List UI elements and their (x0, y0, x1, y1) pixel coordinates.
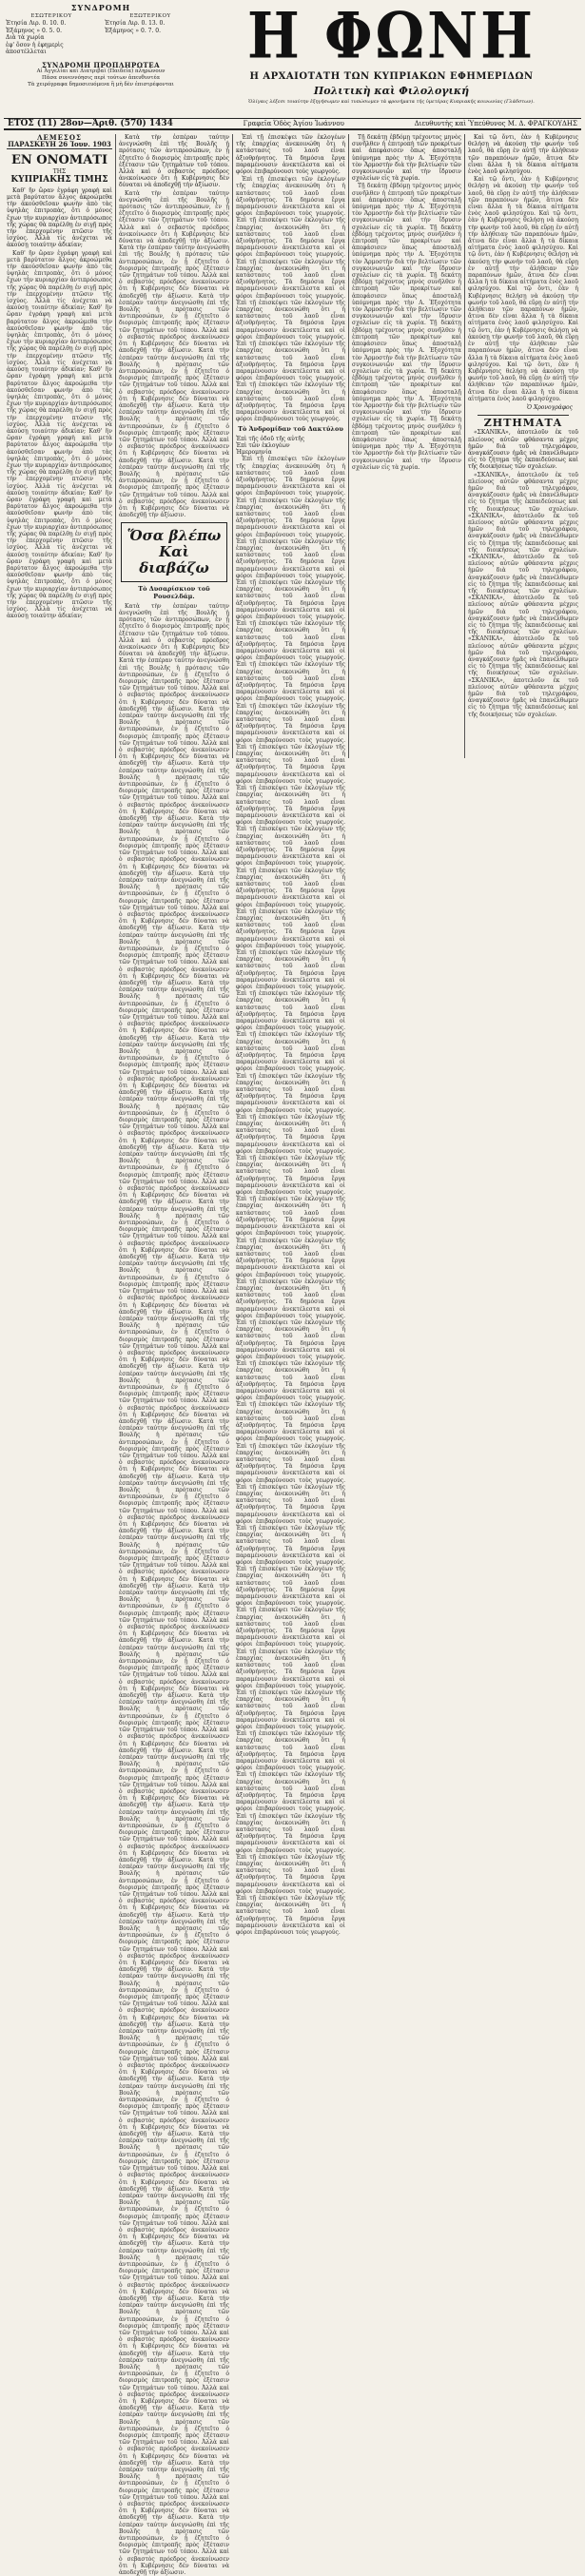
editor-name: Διευθυντὴς καὶ Ὑπεύθυνος Μ. Δ. ΦΡΑΓΚΟΥΔΗΣ (414, 120, 577, 127)
ads-line: Τὰ χειρόγραφα δημοσιευόμενα ἢ μὴ δὲν ἐπιστρέφονται (28, 82, 174, 88)
column-divider-rule (478, 415, 569, 416)
inland-note: ἐφ' ὅσον ἡ ἐφημερὶς (6, 41, 64, 49)
issue-info-bar (4, 118, 581, 130)
column-4-text: Τῇ δεκάτῃ ἑβδόμῃ τρέχοντος μηνὸς συνῆλθεν ἡ ἐπιτροπὴ τῶν προκρίτων καὶ ἀπεφάσισεν ὅπως ἀποσταλῇ ὑπόμνημα πρὸς τὴν Α. Ἐξοχότητα τὸν Ἀρμοστὴν διὰ τὴν βελτίωσιν τῶν συγκοινωνιῶν καὶ τὴν ἵδρυσιν σχολείων εἰς τὰ χωρία. (352, 134, 461, 183)
newspaper-page (4, 0, 581, 2576)
column-2-continuation: Κατὰ τὴν ἐσπέραν ταύτην ἀνεγνώσθη ἐπὶ τῆς Βουλῆς ἡ πρότασις τῶν ἀντιπροσώπων, ἐν ᾗ ἐζητεῖτο ὁ διορισμὸς ἐπιτροπῆς πρὸς ἐξέτασιν τῶν ζητημάτων τοῦ τόπου. Ἀλλὰ καὶ ὁ σεβαστὸς πρόεδρος ἀνεκοίνωσεν ὅτι ἡ Κυβέρνησις δὲν δύναται νὰ ἀποδεχθῇ τὴν ἀξίωσιν. Κατὰ τὴν ἐσπέραν ταύτην ἀνεγνώσθη ἐπὶ τῆς Βουλῆς ἡ πρότασις τῶν ἀντιπροσώπων, ἐν ᾗ ἐζητεῖτο ὁ διορισμὸς ἐπιτροπῆς πρὸς ἐξέτασιν τῶν ζητημάτων τοῦ τόπου. Ἀλλὰ καὶ ὁ σεβαστὸς πρόεδρος ἀνεκοίνωσεν ὅτι ἡ Κυβέρνησις δὲν δύναται νὰ ἀποδεχθῇ τὴν ἀξίωσιν. Κατὰ τὴν ἐσπέραν ταύτην ἀνεγνώσθη ἐπὶ τῆς Βουλῆς ἡ πρότασις τῶν ἀντιπροσώπων, ἐν ᾗ ἐζητεῖτο ὁ διορισμὸς ἐπιτροπῆς πρὸς ἐξέτασιν τῶν ζητημάτων τοῦ τόπου. Ἀλλὰ καὶ ὁ σεβαστὸς πρόεδρος ἀνεκοίνωσεν ὅτι ἡ Κυβέρνησις δὲν δύναται νὰ ἀποδεχθῇ τὴν ἀξίωσιν. Κατὰ τὴν ἐσπέραν ταύτην ἀνεγνώσθη ἐπὶ τῆς Βουλῆς ἡ πρότασις τῶν ἀντιπροσώπων, ἐν ᾗ ἐζητεῖτο ὁ διορισμὸς ἐπιτροπῆς πρὸς ἐξέτασιν τῶν ζητημάτων τοῦ τόπου. Ἀλλὰ καὶ ὁ σεβαστὸς πρόεδρος ἀνεκοίνωσεν ὅτι ἡ Κυβέρνησις δὲν δύναται νὰ ἀποδεχθῇ τὴν ἀξίωσιν. Κατὰ τὴν ἐσπέραν ταύτην ἀνεγνώσθη ἐπὶ τῆς Βουλῆς ἡ πρότασις τῶν ἀντιπροσώπων, ἐν ᾗ ἐζητεῖτο ὁ διορισμὸς ἐπιτροπῆς πρὸς ἐξέτασιν τῶν ζητημάτων τοῦ τόπου. Ἀλλὰ καὶ ὁ σεβαστὸς πρόεδρος ἀνεκοίνωσεν ὅτι ἡ Κυβέρνησις δὲν δύναται νὰ ἀποδεχθῇ τὴν ἀξίωσιν. Κατὰ τὴν ἐσπέραν ταύτην ἀνεγνώσθη ἐπὶ τῆς Βουλῆς ἡ πρότασις τῶν ἀντιπροσώπων, ἐν ᾗ ἐζητεῖτο ὁ διορισμὸς ἐπιτροπῆς πρὸς ἐξέτασιν τῶν ζητημάτων τοῦ τόπου. Ἀλλὰ καὶ ὁ σεβαστὸς πρόεδρος ἀνεκοίνωσεν ὅτι ἡ Κυβέρνησις δὲν δύναται νὰ ἀποδεχθῇ τὴν ἀξίωσιν. (119, 189, 229, 519)
subtitle: Πολιτικὴ καὶ Φιλολογική (313, 85, 470, 97)
column-2-section-heading: Τὸ Δυσαρίσκιον τοῦ Ρουσελδάμ. (138, 585, 210, 600)
inland-note: Διὰ τὰ χωρία (6, 34, 45, 41)
column-3-section-heading: Τὸ Ἀνδρομίδαν τοῦ Δακτύλου (238, 424, 343, 433)
dateline-city: ΛΕΜΕΣΟΣ (37, 133, 82, 142)
tagline: Η ΑΡΧΑΙΟΤΑΤΗ ΤΩΝ ΚΥΠΡΙΑΚΩΝ ΕΦΗΜΕΡΙΔΩΝ (249, 71, 534, 82)
office-address: Γραφεῖα Ὁδὸς Ἁγίου Ἰωάννου (243, 120, 344, 127)
column-3-list-item: Ἐπὶ τῆς ὁδοῦ τῆς αὐτῆς (236, 435, 305, 442)
boxed-heading-line-2: Καὶ διαβάζω (139, 543, 209, 577)
issue-number: ΕΤΟΣ (11) 28ον—Ἀριθ. (570) 1434 (8, 119, 173, 128)
inland-heading: ΕΣΩΤΕΡΙΚΟΥ (30, 12, 72, 19)
masthead (4, 0, 581, 128)
column-5-continuation-2: «ΣΚΑΝΙΚΑ», ἀποτελοῦν ἐκ τοῦ πλείονος αὐτῶν φθάσαντα μέχρις ἡμῶν διὰ τοῦ τηλεγράφου, ἀναγκάζουσιν ἡμᾶς νὰ ἐπανέλθωμεν εἰς τὸ ζήτημα τῆς ἐκπαιδεύσεως καὶ τῆς διοικήσεως τῶν σχολείων. «ΣΚΑΝΙΚΑ», ἀποτελοῦν ἐκ τοῦ πλείονος αὐτῶν φθάσαντα μέχρις ἡμῶν διὰ τοῦ τηλεγράφου, ἀναγκάζουσιν ἡμᾶς νὰ ἐπανέλθωμεν εἰς τὸ ζήτημα τῆς ἐκπαιδεύσεως καὶ τῆς διοικήσεως τῶν σχολείων. «ΣΚΑΝΙΚΑ», ἀποτελοῦν ἐκ τοῦ πλείονος αὐτῶν φθάσαντα μέχρις ἡμῶν διὰ τοῦ τηλεγράφου, ἀναγκάζουσιν ἡμᾶς νὰ ἐπανέλθωμεν εἰς τὸ ζήτημα τῆς ἐκπαιδεύσεως καὶ τῆς διοικήσεως τῶν σχολείων. «ΣΚΑΝΙΚΑ», ἀποτελοῦν ἐκ τοῦ πλείονος αὐτῶν φθάσαντα μέχρις ἡμῶν διὰ τοῦ τηλεγράφου, ἀναγκάζουσιν ἡμᾶς νὰ ἐπανέλθωμεν εἰς τὸ ζήτημα τῆς ἐκπαιδεύσεως καὶ τῆς διοικήσεως τῶν σχολείων. «ΣΚΑΝΙΚΑ», ἀποτελοῦν ἐκ τοῦ πλείονος αὐτῶν φθάσαντα μέχρις ἡμῶν διὰ τοῦ τηλεγράφου, ἀναγκάζουσιν ἡμᾶς νὰ ἐπανέλθωμεν εἰς τὸ ζήτημα τῆς ἐκπαιδεύσεως καὶ τῆς διοικήσεως τῶν σχολείων. «ΣΚΑΝΙΚΑ», ἀποτελοῦν ἐκ τοῦ πλείονος αὐτῶν φθάσαντα μέχρις ἡμῶν διὰ τοῦ τηλεγράφου, ἀναγκάζουσιν ἡμᾶς νὰ ἐπανέλθωμεν εἰς τὸ ζήτημα τῆς ἐκπαιδεύσεως καὶ τῆς διοικήσεως τῶν σχολείων. (468, 471, 578, 718)
column-3-list-item: Ἡμερομηνία (236, 449, 272, 457)
column-3-section-text: Ἐπὶ τῇ ἐπισκέψει τῶν ἐκλογέων τῆς ἐπαρχίας ἀνεκοινώθη ὅτι ἡ κατάστασις τοῦ λαοῦ εἶναι ἀξιοθρήνητος. Τὰ δημόσια ἔργα παραμένουσιν ἀνεκτέλεστα καὶ οἱ φόροι ἐπιβαρύνουσι τοὺς γεωργούς. Ἐπὶ τῇ ἐπισκέψει τῶν ἐκλογέων τῆς ἐπαρχίας ἀνεκοινώθη ὅτι ἡ κατάστασις τοῦ λαοῦ εἶναι ἀξιοθρήνητος. Τὰ δημόσια ἔργα παραμένουσιν ἀνεκτέλεστα καὶ οἱ φόροι ἐπιβαρύνουσι τοὺς γεωργούς. Ἐπὶ τῇ ἐπισκέψει τῶν ἐκλογέων τῆς ἐπαρχίας ἀνεκοινώθη ὅτι ἡ κατάστασις τοῦ λαοῦ εἶναι ἀξιοθρήνητος. Τὰ δημόσια ἔργα παραμένουσιν ἀνεκτέλεστα καὶ οἱ φόροι ἐπιβαρύνουσι τοὺς γεωργούς. Ἐπὶ τῇ ἐπισκέψει τῶν ἐκλογέων τῆς ἐπαρχίας ἀνεκοινώθη ὅτι ἡ κατάστασις τοῦ λαοῦ εἶναι ἀξιοθρήνητος. Τὰ δημόσια ἔργα παραμένουσιν ἀνεκτέλεστα καὶ οἱ φόροι ἐπιβαρύνουσι τοὺς γεωργούς. Ἐπὶ τῇ ἐπισκέψει τῶν ἐκλογέων τῆς ἐπαρχίας ἀνεκοινώθη ὅτι ἡ κατάστασις τοῦ λαοῦ εἶναι ἀξιοθρήνητος. Τὰ δημόσια ἔργα παραμένουσιν ἀνεκτέλεστα καὶ οἱ φόροι ἐπιβαρύνουσι τοὺς γεωργούς. Ἐπὶ τῇ ἐπισκέψει τῶν ἐκλογέων τῆς ἐπαρχίας ἀνεκοινώθη ὅτι ἡ κατάστασις τοῦ λαοῦ εἶναι ἀξιοθρήνητος. Τὰ δημόσια ἔργα παραμένουσιν ἀνεκτέλεστα καὶ οἱ φόροι ἐπιβαρύνουσι τοὺς γεωργούς. Ἐπὶ τῇ ἐπισκέψει τῶν ἐκλογέων τῆς ἐπαρχίας ἀνεκοινώθη ὅτι ἡ κατάστασις τοῦ λαοῦ εἶναι ἀξιοθρήνητος. Τὰ δημόσια ἔργα παραμένουσιν ἀνεκτέλεστα καὶ οἱ φόροι ἐπιβαρύνουσι τοὺς γεωργούς. Ἐπὶ τῇ ἐπισκέψει τῶν ἐκλογέων τῆς ἐπαρχίας ἀνεκοινώθη ὅτι ἡ κατάστασις τοῦ λαοῦ εἶναι ἀξιοθρήνητος. Τὰ δημόσια ἔργα παραμένουσιν ἀνεκτέλεστα καὶ οἱ φόροι ἐπιβαρύνουσι τοὺς γεωργούς. Ἐπὶ τῇ ἐπισκέψει τῶν ἐκλογέων τῆς ἐπαρχίας ἀνεκοινώθη ὅτι ἡ κατάστασις τοῦ λαοῦ εἶναι ἀξιοθρήνητος. Τὰ δημόσια ἔργα παραμένουσιν ἀνεκτέλεστα καὶ οἱ φόροι ἐπιβαρύνουσι τοὺς γεωργούς. Ἐπὶ τῇ ἐπισκέψει τῶν ἐκλογέων τῆς ἐπαρχίας ἀνεκοινώθη ὅτι ἡ κατάστασις τοῦ λαοῦ εἶναι ἀξιοθρήνητος. Τὰ δημόσια ἔργα παραμένουσιν ἀνεκτέλεστα καὶ οἱ φόροι ἐπιβαρύνουσι τοὺς γεωργούς. Ἐπὶ τῇ ἐπισκέψει τῶν ἐκλογέων τῆς ἐπαρχίας ἀνεκοινώθη ὅτι ἡ κατάστασις τοῦ λαοῦ εἶναι ἀξιοθρήνητος. Τὰ δημόσια ἔργα παραμένουσιν ἀνεκτέλεστα καὶ οἱ φόροι ἐπιβαρύνουσι τοὺς γεωργούς. Ἐπὶ τῇ ἐπισκέψει τῶν ἐκλογέων τῆς ἐπαρχίας ἀνεκοινώθη ὅτι ἡ κατάστασις τοῦ λαοῦ εἶναι ἀξιοθρήνητος. Τὰ δημόσια ἔργα παραμένουσιν ἀνεκτέλεστα καὶ οἱ φόροι ἐπιβαρύνουσι τοὺς γεωργούς. Ἐπὶ τῇ ἐπισκέψει τῶν ἐκλογέων τῆς ἐπαρχίας ἀνεκοινώθη ὅτι ἡ κατάστασις τοῦ λαοῦ εἶναι ἀξιοθρήνητος. Τὰ δημόσια ἔργα παραμένουσιν ἀνεκτέλεστα καὶ οἱ φόροι ἐπιβαρύνουσι τοὺς γεωργούς. Ἐπὶ τῇ ἐπισκέψει τῶν ἐκλογέων τῆς ἐπαρχίας ἀνεκοινώθη ὅτι ἡ κατάστασις τοῦ λαοῦ εἶναι ἀξιοθρήνητος. Τὰ δημόσια ἔργα παραμένουσιν ἀνεκτέλεστα καὶ οἱ φόροι ἐπιβαρύνουσι τοὺς γεωργούς. Ἐπὶ τῇ ἐπισκέψει τῶν ἐκλογέων τῆς ἐπαρχίας ἀνεκοινώθη ὅτι ἡ κατάστασις τοῦ λαοῦ εἶναι ἀξιοθρήνητος. Τὰ δημόσια ἔργα παραμένουσιν ἀνεκτέλεστα καὶ οἱ φόροι ἐπιβαρύνουσι τοὺς γεωργούς. Ἐπὶ τῇ ἐπισκέψει τῶν ἐκλογέων τῆς ἐπαρχίας ἀνεκοινώθη ὅτι ἡ κατάστασις τοῦ λαοῦ εἶναι ἀξιοθρήνητος. Τὰ δημόσια ἔργα παραμένουσιν ἀνεκτέλεστα καὶ οἱ φόροι ἐπιβαρύνουσι τοὺς γεωργούς. Ἐπὶ τῇ ἐπισκέψει τῶν ἐκλογέων τῆς ἐπαρχίας ἀνεκοινώθη ὅτι ἡ κατάστασις τοῦ λαοῦ εἶναι ἀξιοθρήνητος. Τὰ δημόσια ἔργα παραμένουσιν ἀνεκτέλεστα καὶ οἱ φόροι ἐπιβαρύνουσι τοὺς γεωργούς. Ἐπὶ τῇ ἐπισκέψει τῶν ἐκλογέων τῆς ἐπαρχίας ἀνεκοινώθη ὅτι ἡ κατάστασις τοῦ λαοῦ εἶναι ἀξιοθρήνητος. Τὰ δημόσια ἔργα παραμένουσιν ἀνεκτέλεστα καὶ οἱ φόροι ἐπιβαρύνουσι τοὺς γεωργούς. Ἐπὶ τῇ ἐπισκέψει τῶν ἐκλογέων τῆς ἐπαρχίας ἀνεκοινώθη ὅτι ἡ κατάστασις τοῦ λαοῦ εἶναι ἀξιοθρήνητος. Τὰ δημόσια ἔργα παραμένουσιν ἀνεκτέλεστα καὶ οἱ φόροι ἐπιβαρύνουσι τοὺς γεωργούς. Ἐπὶ τῇ ἐπισκέψει τῶν ἐκλογέων τῆς ἐπαρχίας ἀνεκοινώθη ὅτι ἡ κατάστασις τοῦ λαοῦ εἶναι ἀξιοθρήνητος. Τὰ δημόσια ἔργα παραμένουσιν ἀνεκτέλεστα καὶ οἱ φόροι ἐπιβαρύνουσι τοὺς γεωργούς. Ἐπὶ τῇ ἐπισκέψει τῶν ἐκλογέων τῆς ἐπαρχίας ἀνεκοινώθη ὅτι ἡ κατάστασις τοῦ λαοῦ εἶναι ἀξιοθρήνητος. Τὰ δημόσια ἔργα παραμένουσιν ἀνεκτέλεστα καὶ οἱ φόροι ἐπιβαρύνουσι τοὺς γεωργούς. Ἐπὶ τῇ ἐπισκέψει τῶν ἐκλογέων τῆς ἐπαρχίας ἀνεκοινώθη ὅτι ἡ κατάστασις τοῦ λαοῦ εἶναι ἀξιοθρήνητος. Τὰ δημόσια ἔργα παραμένουσιν ἀνεκτέλεστα καὶ οἱ φόροι ἐπιβαρύνουσι τοὺς γεωργούς. Ἐπὶ τῇ ἐπισκέψει τῶν ἐκλογέων τῆς ἐπαρχίας ἀνεκοινώθη ὅτι ἡ κατάστασις τοῦ λαοῦ εἶναι ἀξιοθρήνητος. Τὰ δημόσια ἔργα παραμένουσιν ἀνεκτέλεστα καὶ οἱ φόροι ἐπιβαρύνουσι τοὺς γεωργούς. Ἐπὶ τῇ ἐπισκέψει τῶν ἐκλογέων τῆς ἐπαρχίας ἀνεκοινώθη ὅτι ἡ κατάστασις τοῦ λαοῦ εἶναι ἀξιοθρήνητος. Τὰ δημόσια ἔργα παραμένουσιν ἀνεκτέλεστα καὶ οἱ φόροι ἐπιβαρύνουσι τοὺς γεωργούς. Ἐπὶ τῇ ἐπισκέψει τῶν ἐκλογέων τῆς ἐπαρχίας ἀνεκοινώθη ὅτι ἡ κατάστασις τοῦ λαοῦ εἶναι ἀξιοθρήνητος. Τὰ δημόσια ἔργα παραμένουσιν ἀνεκτέλεστα καὶ οἱ φόροι ἐπιβαρύνουσι τοὺς γεωργούς. Ἐπὶ τῇ ἐπισκέψει τῶν ἐκλογέων τῆς ἐπαρχίας ἀνεκοινώθη ὅτι ἡ κατάστασις τοῦ λαοῦ εἶναι ἀξιοθρήνητος. Τὰ δημόσια ἔργα παραμένουσιν ἀνεκτέλεστα καὶ οἱ φόροι ἐπιβαρύνουσι τοὺς γεωργούς. Ἐπὶ τῇ ἐπισκέψει τῶν ἐκλογέων τῆς ἐπαρχίας ἀνεκοινώθη ὅτι ἡ κατάστασις τοῦ λαοῦ εἶναι ἀξιοθρήνητος. Τὰ δημόσια ἔργα παραμένουσιν ἀνεκτέλεστα καὶ οἱ φόροι ἐπιβαρύνουσι τοὺς γεωργούς. Ἐπὶ τῇ ἐπισκέψει τῶν ἐκλογέων τῆς ἐπαρχίας ἀνεκοινώθη ὅτι ἡ κατάστασις τοῦ λαοῦ εἶναι ἀξιοθρήνητος. Τὰ δημόσια ἔργα παραμένουσιν ἀνεκτέλεστα καὶ οἱ φόροι ἐπιβαρύνουσι τοὺς γεωργούς. Ἐπὶ τῇ ἐπισκέψει τῶν ἐκλογέων τῆς ἐπαρχίας ἀνεκοινώθη ὅτι ἡ κατάστασις τοῦ λαοῦ εἶναι ἀξιοθρήνητος. Τὰ δημόσια ἔργα παραμένουσιν ἀνεκτέλεστα καὶ οἱ φόροι ἐπιβαρύνουσι τοὺς γεωργούς. Ἐπὶ τῇ ἐπισκέψει τῶν ἐκλογέων τῆς ἐπαρχίας ἀνεκοινώθη ὅτι ἡ κατάστασις τοῦ λαοῦ εἶναι ἀξιοθρήνητος. Τὰ δημόσια ἔργα παραμένουσιν ἀνεκτέλεστα καὶ οἱ φόροι ἐπιβαρύνουσι τοὺς γεωργούς. Ἐπὶ τῇ ἐπισκέψει τῶν ἐκλογέων τῆς ἐπαρχίας ἀνεκοινώθη ὅτι ἡ κατάστασις τοῦ λαοῦ εἶναι ἀξιοθρήνητος. Τὰ δημόσια ἔργα παραμένουσιν ἀνεκτέλεστα καὶ οἱ φόροι ἐπιβαρύνουσι τοὺς γεωργούς. Ἐπὶ τῇ ἐπισκέψει τῶν ἐκλογέων τῆς ἐπαρχίας ἀνεκοινώθη ὅτι ἡ κατάστασις τοῦ λαοῦ εἶναι ἀξιοθρήνητος. Τὰ δημόσια ἔργα παραμένουσιν ἀνεκτέλεστα καὶ οἱ φόροι ἐπιβαρύνουσι τοὺς γεωργούς. Ἐπὶ τῇ ἐπισκέψει τῶν ἐκλογέων τῆς ἐπαρχίας ἀνεκοινώθη ὅτι ἡ κατάστασις τοῦ λαοῦ εἶναι ἀξιοθρήνητος. Τὰ δημόσια ἔργα παραμένουσιν ἀνεκτέλεστα καὶ οἱ φόροι ἐπιβαρύνουσι τοὺς γεωργούς. Ἐπὶ τῇ ἐπισκέψει τῶν ἐκλογέων τῆς ἐπαρχίας ἀνεκοινώθη ὅτι ἡ κατάστασις τοῦ λαοῦ εἶναι ἀξιοθρήνητος. Τὰ δημόσια ἔργα παραμένουσιν ἀνεκτέλεστα καὶ οἱ φόροι ἐπιβαρύνουσι τοὺς γεωργούς. Ἐπὶ τῇ ἐπισκέψει τῶν ἐκλογέων τῆς ἐπαρχίας ἀνεκοινώθη ὅτι ἡ κατάστασις τοῦ λαοῦ εἶναι ἀξιοθρήνητος. Τὰ δημόσια ἔργα παραμένουσιν ἀνεκτέλεστα καὶ οἱ φόροι ἐπιβαρύνουσι τοὺς γεωργούς. Ἐπὶ τῇ ἐπισκέψει τῶν ἐκλογέων τῆς ἐπαρχίας ἀνεκοινώθη ὅτι ἡ κατάστασις τοῦ λαοῦ εἶναι ἀξιοθρήνητος. Τὰ δημόσια ἔργα παραμένουσιν ἀνεκτέλεστα καὶ οἱ φόροι ἐπιβαρύνουσι τοὺς γεωργούς. (236, 456, 345, 1937)
ads-line: Αἱ Ἀγγελίαι καὶ Διατριβαὶ (Παιδεία) πληρώνουν (36, 68, 166, 74)
subscription-abroad (105, 13, 196, 56)
column-5-heading: ΖΗΤΗΜΑΤΑ (483, 417, 563, 430)
column-2 (116, 134, 233, 2576)
boxed-heading (121, 522, 227, 582)
abroad-rate: Ἑξάμηνος » 0. 7. 0. (105, 27, 161, 34)
lead-headline-mid: ΤΗΣ (52, 168, 67, 176)
abroad-rate: Ἐτησία Λιρ. 0. 13. 0. (105, 20, 166, 27)
column-2-text: Κατὰ τὴν ἐσπέραν ταύτην ἀνεγνώσθη ἐπὶ τῆς Βουλῆς ἡ πρότασις τῶν ἀντιπροσώπων, ἐν ᾗ ἐζητεῖτο ὁ διορισμὸς ἐπιτροπῆς πρὸς ἐξέτασιν τῶν ζητημάτων τοῦ τόπου. Ἀλλὰ καὶ ὁ σεβαστὸς πρόεδρος ἀνεκοίνωσεν ὅτι ἡ Κυβέρνησις δὲν δύναται νὰ ἀποδεχθῇ τὴν ἀξίωσιν. (119, 134, 229, 189)
article-columns (4, 133, 581, 2576)
column-5-continuation: Καὶ τῷ ὄντι, ἐὰν ἡ Κυβέρνησις θελήσῃ νὰ ἀκούσῃ τὴν φωνὴν τοῦ λαοῦ, θὰ εὕρῃ ἐν αὐτῇ τὴν ἀλήθειαν τῶν παραπόνων ἡμῶν, ἅτινα δὲν εἶναι ἄλλα ἢ τὰ δίκαια αἰτήματα ἑνὸς λαοῦ φιλησύχου. Καὶ τῷ ὄντι, ἐὰν ἡ Κυβέρνησις θελήσῃ νὰ ἀκούσῃ τὴν φωνὴν τοῦ λαοῦ, θὰ εὕρῃ ἐν αὐτῇ τὴν ἀλήθειαν τῶν παραπόνων ἡμῶν, ἅτινα δὲν εἶναι ἄλλα ἢ τὰ δίκαια αἰτήματα ἑνὸς λαοῦ φιλησύχου. Καὶ τῷ ὄντι, ἐὰν ἡ Κυβέρνησις θελήσῃ νὰ ἀκούσῃ τὴν φωνὴν τοῦ λαοῦ, θὰ εὕρῃ ἐν αὐτῇ τὴν ἀλήθειαν τῶν παραπόνων ἡμῶν, ἅτινα δὲν εἶναι ἄλλα ἢ τὰ δίκαια αἰτήματα ἑνὸς λαοῦ φιλησύχου. Καὶ τῷ ὄντι, ἐὰν ἡ Κυβέρνησις θελήσῃ νὰ ἀκούσῃ τὴν φωνὴν τοῦ λαοῦ, θὰ εὕρῃ ἐν αὐτῇ τὴν ἀλήθειαν τῶν παραπόνων ἡμῶν, ἅτινα δὲν εἶναι ἄλλα ἢ τὰ δίκαια αἰτήματα ἑνὸς λαοῦ φιλησύχου. Καὶ τῷ ὄντι, ἐὰν ἡ Κυβέρνησις θελήσῃ νὰ ἀκούσῃ τὴν φωνὴν τοῦ λαοῦ, θὰ εὕρῃ ἐν αὐτῇ τὴν ἀλήθειαν τῶν παραπόνων ἡμῶν, ἅτινα δὲν εἶναι ἄλλα ἢ τὰ δίκαια αἰτήματα ἑνὸς λαοῦ φιλησύχου. Καὶ τῷ ὄντι, ἐὰν ἡ Κυβέρνησις θελήσῃ νὰ ἀκούσῃ τὴν φωνὴν τοῦ λαοῦ, θὰ εὕρῃ ἐν αὐτῇ τὴν ἀλήθειαν τῶν παραπόνων ἡμῶν, ἅτινα δὲν εἶναι ἄλλα ἢ τὰ δίκαια αἰτήματα ἑνὸς λαοῦ φιλησύχου. (468, 176, 578, 402)
column-3 (233, 134, 349, 1937)
boxed-heading-line-1: Ὅσα βλέπω (127, 527, 222, 545)
motto: Ὁλίγαις λέξεσι τοιαύτην ἐξηγήσωμεν καὶ τυπώσωμεν τὰ φρονήματα τῆς ὑμετέρας Κυπριακῆς κοινωνίας (Γλάδστων). (248, 99, 535, 105)
lead-subheadline: ΚΥΠΡΙΑΚΗΣ ΤΙΜΗΣ (10, 174, 108, 185)
inland-rate: Ἑξάμηνος » 0. 5. 0. (6, 27, 62, 34)
lead-article-text: Καθ' ἣν ὥραν ἐγράφη γραφὴ καὶ μετὰ βαρύτατον ἄλγος ἀκροώμεθα τὴν ἀκούσθεῖσαν φωνὴν ἀπὸ τὰς ὑψηλὰς ἐπιτροπὰς, ὅτι ὁ μόνος ἔχων τὴν κυριαρχίαν ἀντιπρόσωπος τῆς χώρας θὰ παρέλθῃ ἐν σιγῇ πρὸς τὴν ἐπερχομένην πτῶσιν τῆς ἰσχύος. Ἀλλὰ τίς ἀνέχεται νὰ ἀκούσῃ τοιαύτην ἀδικίαν; (7, 186, 112, 249)
newspaper-logo: Η ΦΩΝΗ (247, 0, 536, 73)
abroad-heading: ΕΞΩΤΕΡΙΚΟΥ (129, 12, 171, 19)
subscription-inland (6, 13, 97, 56)
dateline-date: ΠΑΡΑΣΚΕΥΗ 26 Ἰουν. 1903 (8, 140, 111, 149)
column-2-section-text: Κατὰ τὴν ἐσπέραν ταύτην ἀνεγνώσθη ἐπὶ τῆς Βουλῆς ἡ πρότασις τῶν ἀντιπροσώπων, ἐν ᾗ ἐζητεῖτο ὁ διορισμὸς ἐπιτροπῆς πρὸς ἐξέτασιν τῶν ζητημάτων τοῦ τόπου. Ἀλλὰ καὶ ὁ σεβαστὸς πρόεδρος ἀνεκοίνωσεν ὅτι ἡ Κυβέρνησις δὲν δύναται νὰ ἀποδεχθῇ τὴν ἀξίωσιν. Κατὰ τὴν ἐσπέραν ταύτην ἀνεγνώσθη ἐπὶ τῆς Βουλῆς ἡ πρότασις τῶν ἀντιπροσώπων, ἐν ᾗ ἐζητεῖτο ὁ διορισμὸς ἐπιτροπῆς πρὸς ἐξέτασιν τῶν ζητημάτων τοῦ τόπου. Ἀλλὰ καὶ ὁ σεβαστὸς πρόεδρος ἀνεκοίνωσεν ὅτι ἡ Κυβέρνησις δὲν δύναται νὰ ἀποδεχθῇ τὴν ἀξίωσιν. Κατὰ τὴν ἐσπέραν ταύτην ἀνεγνώσθη ἐπὶ τῆς Βουλῆς ἡ πρότασις τῶν ἀντιπροσώπων, ἐν ᾗ ἐζητεῖτο ὁ διορισμὸς ἐπιτροπῆς πρὸς ἐξέτασιν τῶν ζητημάτων τοῦ τόπου. Ἀλλὰ καὶ ὁ σεβαστὸς πρόεδρος ἀνεκοίνωσεν ὅτι ἡ Κυβέρνησις δὲν δύναται νὰ ἀποδεχθῇ τὴν ἀξίωσιν. Κατὰ τὴν ἐσπέραν ταύτην ἀνεγνώσθη ἐπὶ τῆς Βουλῆς ἡ πρότασις τῶν ἀντιπροσώπων, ἐν ᾗ ἐζητεῖτο ὁ διορισμὸς ἐπιτροπῆς πρὸς ἐξέτασιν τῶν ζητημάτων τοῦ τόπου. Ἀλλὰ καὶ ὁ σεβαστὸς πρόεδρος ἀνεκοίνωσεν ὅτι ἡ Κυβέρνησις δὲν δύναται νὰ ἀποδεχθῇ τὴν ἀξίωσιν. Κατὰ τὴν ἐσπέραν ταύτην ἀνεγνώσθη ἐπὶ τῆς Βουλῆς ἡ πρότασις τῶν ἀντιπροσώπων, ἐν ᾗ ἐζητεῖτο ὁ διορισμὸς ἐπιτροπῆς πρὸς ἐξέτασιν τῶν ζητημάτων τοῦ τόπου. Ἀλλὰ καὶ ὁ σεβαστὸς πρόεδρος ἀνεκοίνωσεν ὅτι ἡ Κυβέρνησις δὲν δύναται νὰ ἀποδεχθῇ τὴν ἀξίωσιν. Κατὰ τὴν ἐσπέραν ταύτην ἀνεγνώσθη ἐπὶ τῆς Βουλῆς ἡ πρότασις τῶν ἀντιπροσώπων, ἐν ᾗ ἐζητεῖτο ὁ διορισμὸς ἐπιτροπῆς πρὸς ἐξέτασιν τῶν ζητημάτων τοῦ τόπου. Ἀλλὰ καὶ ὁ σεβαστὸς πρόεδρος ἀνεκοίνωσεν ὅτι ἡ Κυβέρνησις δὲν δύναται νὰ ἀποδεχθῇ τὴν ἀξίωσιν. Κατὰ τὴν ἐσπέραν ταύτην ἀνεγνώσθη ἐπὶ τῆς Βουλῆς ἡ πρότασις τῶν ἀντιπροσώπων, ἐν ᾗ ἐζητεῖτο ὁ διορισμὸς ἐπιτροπῆς πρὸς ἐξέτασιν τῶν ζητημάτων τοῦ τόπου. Ἀλλὰ καὶ ὁ σεβαστὸς πρόεδρος ἀνεκοίνωσεν ὅτι ἡ Κυβέρνησις δὲν δύναται νὰ ἀποδεχθῇ τὴν ἀξίωσιν. Κατὰ τὴν ἐσπέραν ταύτην ἀνεγνώσθη ἐπὶ τῆς Βουλῆς ἡ πρότασις τῶν ἀντιπροσώπων, ἐν ᾗ ἐζητεῖτο ὁ διορισμὸς ἐπιτροπῆς πρὸς ἐξέτασιν τῶν ζητημάτων τοῦ τόπου. Ἀλλὰ καὶ ὁ σεβαστὸς πρόεδρος ἀνεκοίνωσεν ὅτι ἡ Κυβέρνησις δὲν δύναται νὰ ἀποδεχθῇ τὴν ἀξίωσιν. Κατὰ τὴν ἐσπέραν ταύτην ἀνεγνώσθη ἐπὶ τῆς Βουλῆς ἡ πρότασις τῶν ἀντιπροσώπων, ἐν ᾗ ἐζητεῖτο ὁ διορισμὸς ἐπιτροπῆς πρὸς ἐξέτασιν τῶν ζητημάτων τοῦ τόπου. Ἀλλὰ καὶ ὁ σεβαστὸς πρόεδρος ἀνεκοίνωσεν ὅτι ἡ Κυβέρνησις δὲν δύναται νὰ ἀποδεχθῇ τὴν ἀξίωσιν. Κατὰ τὴν ἐσπέραν ταύτην ἀνεγνώσθη ἐπὶ τῆς Βουλῆς ἡ πρότασις τῶν ἀντιπροσώπων, ἐν ᾗ ἐζητεῖτο ὁ διορισμὸς ἐπιτροπῆς πρὸς ἐξέτασιν τῶν ζητημάτων τοῦ τόπου. Ἀλλὰ καὶ ὁ σεβαστὸς πρόεδρος ἀνεκοίνωσεν ὅτι ἡ Κυβέρνησις δὲν δύναται νὰ ἀποδεχθῇ τὴν ἀξίωσιν. Κατὰ τὴν ἐσπέραν ταύτην ἀνεγνώσθη ἐπὶ τῆς Βουλῆς ἡ πρότασις τῶν ἀντιπροσώπων, ἐν ᾗ ἐζητεῖτο ὁ διορισμὸς ἐπιτροπῆς πρὸς ἐξέτασιν τῶν ζητημάτων τοῦ τόπου. Ἀλλὰ καὶ ὁ σεβαστὸς πρόεδρος ἀνεκοίνωσεν ὅτι ἡ Κυβέρνησις δὲν δύναται νὰ ἀποδεχθῇ τὴν ἀξίωσιν. Κατὰ τὴν ἐσπέραν ταύτην ἀνεγνώσθη ἐπὶ τῆς Βουλῆς ἡ πρότασις τῶν ἀντιπροσώπων, ἐν ᾗ ἐζητεῖτο ὁ διορισμὸς ἐπιτροπῆς πρὸς ἐξέτασιν τῶν ζητημάτων τοῦ τόπου. Ἀλλὰ καὶ ὁ σεβαστὸς πρόεδρος ἀνεκοίνωσεν ὅτι ἡ Κυβέρνησις δὲν δύναται νὰ ἀποδεχθῇ τὴν ἀξίωσιν. Κατὰ τὴν ἐσπέραν ταύτην ἀνεγνώσθη ἐπὶ τῆς Βουλῆς ἡ πρότασις τῶν ἀντιπροσώπων, ἐν ᾗ ἐζητεῖτο ὁ διορισμὸς ἐπιτροπῆς πρὸς ἐξέτασιν τῶν ζητημάτων τοῦ τόπου. Ἀλλὰ καὶ ὁ σεβαστὸς πρόεδρος ἀνεκοίνωσεν ὅτι ἡ Κυβέρνησις δὲν δύναται νὰ ἀποδεχθῇ τὴν ἀξίωσιν. Κατὰ τὴν ἐσπέραν ταύτην ἀνεγνώσθη ἐπὶ τῆς Βουλῆς ἡ πρότασις τῶν ἀντιπροσώπων, ἐν ᾗ ἐζητεῖτο ὁ διορισμὸς ἐπιτροπῆς πρὸς ἐξέτασιν τῶν ζητημάτων τοῦ τόπου. Ἀλλὰ καὶ ὁ σεβαστὸς πρόεδρος ἀνεκοίνωσεν ὅτι ἡ Κυβέρνησις δὲν δύναται νὰ ἀποδεχθῇ τὴν ἀξίωσιν. Κατὰ τὴν ἐσπέραν ταύτην ἀνεγνώσθη ἐπὶ τῆς Βουλῆς ἡ πρότασις τῶν ἀντιπροσώπων, ἐν ᾗ ἐζητεῖτο ὁ διορισμὸς ἐπιτροπῆς πρὸς ἐξέτασιν τῶν ζητημάτων τοῦ τόπου. Ἀλλὰ καὶ ὁ σεβαστὸς πρόεδρος ἀνεκοίνωσεν ὅτι ἡ Κυβέρνησις δὲν δύναται νὰ ἀποδεχθῇ τὴν ἀξίωσιν. Κατὰ τὴν ἐσπέραν ταύτην ἀνεγνώσθη ἐπὶ τῆς Βουλῆς ἡ πρότασις τῶν ἀντιπροσώπων, ἐν ᾗ ἐζητεῖτο ὁ διορισμὸς ἐπιτροπῆς πρὸς ἐξέτασιν τῶν ζητημάτων τοῦ τόπου. Ἀλλὰ καὶ ὁ σεβαστὸς πρόεδρος ἀνεκοίνωσεν ὅτι ἡ Κυβέρνησις δὲν δύναται νὰ ἀποδεχθῇ τὴν ἀξίωσιν. Κατὰ τὴν ἐσπέραν ταύτην ἀνεγνώσθη ἐπὶ τῆς Βουλῆς ἡ πρότασις τῶν ἀντιπροσώπων, ἐν ᾗ ἐζητεῖτο ὁ διορισμὸς ἐπιτροπῆς πρὸς ἐξέτασιν τῶν ζητημάτων τοῦ τόπου. Ἀλλὰ καὶ ὁ σεβαστὸς πρόεδρος ἀνεκοίνωσεν ὅτι ἡ Κυβέρνησις δὲν δύναται νὰ ἀποδεχθῇ τὴν ἀξίωσιν. Κατὰ τὴν ἐσπέραν ταύτην ἀνεγνώσθη ἐπὶ τῆς Βουλῆς ἡ πρότασις τῶν ἀντιπροσώπων, ἐν ᾗ ἐζητεῖτο ὁ διορισμὸς ἐπιτροπῆς πρὸς ἐξέτασιν τῶν ζητημάτων τοῦ τόπου. Ἀλλὰ καὶ ὁ σεβαστὸς πρόεδρος ἀνεκοίνωσεν ὅτι ἡ Κυβέρνησις δὲν δύναται νὰ ἀποδεχθῇ τὴν ἀξίωσιν. Κατὰ τὴν ἐσπέραν ταύτην ἀνεγνώσθη ἐπὶ τῆς Βουλῆς ἡ πρότασις τῶν ἀντιπροσώπων, ἐν ᾗ ἐζητεῖτο ὁ διορισμὸς ἐπιτροπῆς πρὸς ἐξέτασιν τῶν ζητημάτων τοῦ τόπου. Ἀλλὰ καὶ ὁ σεβαστὸς πρόεδρος ἀνεκοίνωσεν ὅτι ἡ Κυβέρνησις δὲν δύναται νὰ ἀποδεχθῇ τὴν ἀξίωσιν. Κατὰ τὴν ἐσπέραν ταύτην ἀνεγνώσθη ἐπὶ τῆς Βουλῆς ἡ πρότασις τῶν ἀντιπροσώπων, ἐν ᾗ ἐζητεῖτο ὁ διορισμὸς ἐπιτροπῆς πρὸς ἐξέτασιν τῶν ζητημάτων τοῦ τόπου. Ἀλλὰ καὶ ὁ σεβαστὸς πρόεδρος ἀνεκοίνωσεν ὅτι ἡ Κυβέρνησις δὲν δύναται νὰ ἀποδεχθῇ τὴν ἀξίωσιν. Κατὰ τὴν ἐσπέραν ταύτην ἀνεγνώσθη ἐπὶ τῆς Βουλῆς ἡ πρότασις τῶν ἀντιπροσώπων, ἐν ᾗ ἐζητεῖτο ὁ διορισμὸς ἐπιτροπῆς πρὸς ἐξέτασιν τῶν ζητημάτων τοῦ τόπου. Ἀλλὰ καὶ ὁ σεβαστὸς πρόεδρος ἀνεκοίνωσεν ὅτι ἡ Κυβέρνησις δὲν δύναται νὰ ἀποδεχθῇ τὴν ἀξίωσιν. Κατὰ τὴν ἐσπέραν ταύτην ἀνεγνώσθη ἐπὶ τῆς Βουλῆς ἡ πρότασις τῶν ἀντιπροσώπων, ἐν ᾗ ἐζητεῖτο ὁ διορισμὸς ἐπιτροπῆς πρὸς ἐξέτασιν τῶν ζητημάτων τοῦ τόπου. Ἀλλὰ καὶ ὁ σεβαστὸς πρόεδρος ἀνεκοίνωσεν ὅτι ἡ Κυβέρνησις δὲν δύναται νὰ ἀποδεχθῇ τὴν ἀξίωσιν. Κατὰ τὴν ἐσπέραν ταύτην ἀνεγνώσθη ἐπὶ τῆς Βουλῆς ἡ πρότασις τῶν ἀντιπροσώπων, ἐν ᾗ ἐζητεῖτο ὁ διορισμὸς ἐπιτροπῆς πρὸς ἐξέτασιν τῶν ζητημάτων τοῦ τόπου. Ἀλλὰ καὶ ὁ σεβαστὸς πρόεδρος ἀνεκοίνωσεν ὅτι ἡ Κυβέρνησις δὲν δύναται νὰ ἀποδεχθῇ τὴν ἀξίωσιν. Κατὰ τὴν ἐσπέραν ταύτην ἀνεγνώσθη ἐπὶ τῆς Βουλῆς ἡ πρότασις τῶν ἀντιπροσώπων, ἐν ᾗ ἐζητεῖτο ὁ διορισμὸς ἐπιτροπῆς πρὸς ἐξέτασιν τῶν ζητημάτων τοῦ τόπου. Ἀλλὰ καὶ ὁ σεβαστὸς πρόεδρος ἀνεκοίνωσεν ὅτι ἡ Κυβέρνησις δὲν δύναται νὰ ἀποδεχθῇ τὴν ἀξίωσιν. Κατὰ τὴν ἐσπέραν ταύτην ἀνεγνώσθη ἐπὶ τῆς Βουλῆς ἡ πρότασις τῶν ἀντιπροσώπων, ἐν ᾗ ἐζητεῖτο ὁ διορισμὸς ἐπιτροπῆς πρὸς ἐξέτασιν τῶν ζητημάτων τοῦ τόπου. Ἀλλὰ καὶ ὁ σεβαστὸς πρόεδρος ἀνεκοίνωσεν ὅτι ἡ Κυβέρνησις δὲν δύναται νὰ ἀποδεχθῇ τὴν ἀξίωσιν. Κατὰ τὴν ἐσπέραν ταύτην ἀνεγνώσθη ἐπὶ τῆς Βουλῆς ἡ πρότασις τῶν ἀντιπροσώπων, ἐν ᾗ ἐζητεῖτο ὁ διορισμὸς ἐπιτροπῆς πρὸς ἐξέτασιν τῶν ζητημάτων τοῦ τόπου. Ἀλλὰ καὶ ὁ σεβαστὸς πρόεδρος ἀνεκοίνωσεν ὅτι ἡ Κυβέρνησις δὲν δύναται νὰ ἀποδεχθῇ τὴν ἀξίωσιν. Κατὰ τὴν ἐσπέραν ταύτην ἀνεγνώσθη ἐπὶ τῆς Βουλῆς ἡ πρότασις τῶν ἀντιπροσώπων, ἐν ᾗ ἐζητεῖτο ὁ διορισμὸς ἐπιτροπῆς πρὸς ἐξέτασιν τῶν ζητημάτων τοῦ τόπου. Ἀλλὰ καὶ ὁ σεβαστὸς πρόεδρος ἀνεκοίνωσεν ὅτι ἡ Κυβέρνησις δὲν δύναται νὰ ἀποδεχθῇ τὴν ἀξίωσιν. Κατὰ τὴν ἐσπέραν ταύτην ἀνεγνώσθη ἐπὶ τῆς Βουλῆς ἡ πρότασις τῶν ἀντιπροσώπων, ἐν ᾗ ἐζητεῖτο ὁ διορισμὸς ἐπιτροπῆς πρὸς ἐξέτασιν τῶν ζητημάτων τοῦ τόπου. Ἀλλὰ καὶ ὁ σεβαστὸς πρόεδρος ἀνεκοίνωσεν ὅτι ἡ Κυβέρνησις δὲν δύναται νὰ ἀποδεχθῇ τὴν ἀξίωσιν. Κατὰ τὴν ἐσπέραν ταύτην ἀνεγνώσθη ἐπὶ τῆς Βουλῆς ἡ πρότασις τῶν ἀντιπροσώπων, ἐν ᾗ ἐζητεῖτο ὁ διορισμὸς ἐπιτροπῆς πρὸς ἐξέτασιν τῶν ζητημάτων τοῦ τόπου. Ἀλλὰ καὶ ὁ σεβαστὸς πρόεδρος ἀνεκοίνωσεν ὅτι ἡ Κυβέρνησις δὲν δύναται νὰ ἀποδεχθῇ τὴν ἀξίωσιν. Κατὰ τὴν ἐσπέραν ταύτην ἀνεγνώσθη ἐπὶ τῆς Βουλῆς ἡ πρότασις τῶν ἀντιπροσώπων, ἐν ᾗ ἐζητεῖτο ὁ διορισμὸς ἐπιτροπῆς πρὸς ἐξέτασιν τῶν ζητημάτων τοῦ τόπου. Ἀλλὰ καὶ ὁ σεβαστὸς πρόεδρος ἀνεκοίνωσεν ὅτι ἡ Κυβέρνησις δὲν δύναται νὰ ἀποδεχθῇ τὴν ἀξίωσιν. Κατὰ τὴν ἐσπέραν ταύτην ἀνεγνώσθη ἐπὶ τῆς Βουλῆς ἡ πρότασις τῶν ἀντιπροσώπων, ἐν ᾗ ἐζητεῖτο ὁ διορισμὸς ἐπιτροπῆς πρὸς ἐξέτασιν τῶν ζητημάτων τοῦ τόπου. Ἀλλὰ καὶ ὁ σεβαστὸς πρόεδρος ἀνεκοίνωσεν ὅτι ἡ Κυβέρνησις δὲν δύναται νὰ ἀποδεχθῇ τὴν ἀξίωσιν. Κατὰ τὴν ἐσπέραν ταύτην ἀνεγνώσθη ἐπὶ τῆς Βουλῆς ἡ πρότασις τῶν ἀντιπροσώπων, ἐν ᾗ ἐζητεῖτο ὁ διορισμὸς ἐπιτροπῆς πρὸς ἐξέτασιν τῶν ζητημάτων τοῦ τόπου. Ἀλλὰ καὶ ὁ σεβαστὸς πρόεδρος ἀνεκοίνωσεν ὅτι ἡ Κυβέρνησις δὲν δύναται νὰ ἀποδεχθῇ τὴν ἀξίωσιν. Κατὰ τὴν ἐσπέραν ταύτην ἀνεγνώσθη ἐπὶ τῆς Βουλῆς ἡ πρότασις τῶν ἀντιπροσώπων, ἐν ᾗ ἐζητεῖτο ὁ διορισμὸς ἐπιτροπῆς πρὸς ἐξέτασιν τῶν ζητημάτων τοῦ τόπου. Ἀλλὰ καὶ ὁ σεβαστὸς πρόεδρος ἀνεκοίνωσεν ὅτι ἡ Κυβέρνησις δὲν δύναται νὰ ἀποδεχθῇ τὴν ἀξίωσιν. Κατὰ τὴν ἐσπέραν ταύτην ἀνεγνώσθη ἐπὶ τῆς Βουλῆς ἡ πρότασις τῶν ἀντιπροσώπων, ἐν ᾗ ἐζητεῖτο ὁ διορισμὸς ἐπιτροπῆς πρὸς ἐξέτασιν τῶν ζητημάτων τοῦ τόπου. Ἀλλὰ καὶ ὁ σεβαστὸς πρόεδρος ἀνεκοίνωσεν ὅτι ἡ Κυβέρνησις δὲν δύναται νὰ ἀποδεχθῇ τὴν ἀξίωσιν. Κατὰ τὴν ἐσπέραν ταύτην ἀνεγνώσθη ἐπὶ τῆς Βουλῆς ἡ πρότασις τῶν ἀντιπροσώπων, ἐν ᾗ ἐζητεῖτο ὁ διορισμὸς ἐπιτροπῆς πρὸς ἐξέτασιν τῶν ζητημάτων τοῦ τόπου. Ἀλλὰ καὶ ὁ σεβαστὸς πρόεδρος ἀνεκοίνωσεν ὅτι ἡ Κυβέρνησις δὲν δύναται νὰ ἀποδεχθῇ τὴν ἀξίωσιν. Κατὰ τὴν ἐσπέραν ταύτην ἀνεγνώσθη ἐπὶ τῆς Βουλῆς ἡ πρότασις τῶν ἀντιπροσώπων, ἐν ᾗ ἐζητεῖτο ὁ διορισμὸς ἐπιτροπῆς πρὸς ἐξέτασιν τῶν ζητημάτων τοῦ τόπου. Ἀλλὰ καὶ ὁ σεβαστὸς πρόεδρος ἀνεκοίνωσεν ὅτι ἡ Κυβέρνησις δὲν δύναται νὰ ἀποδεχθῇ τὴν ἀξίωσιν. (119, 602, 229, 2576)
column-4-continuation: Τῇ δεκάτῃ ἑβδόμῃ τρέχοντος μηνὸς συνῆλθεν ἡ ἐπιτροπὴ τῶν προκρίτων καὶ ἀπεφάσισεν ὅπως ἀποσταλῇ ὑπόμνημα πρὸς τὴν Α. Ἐξοχότητα τὸν Ἀρμοστὴν διὰ τὴν βελτίωσιν τῶν συγκοινωνιῶν καὶ τὴν ἵδρυσιν σχολείων εἰς τὰ χωρία. Τῇ δεκάτῃ ἑβδόμῃ τρέχοντος μηνὸς συνῆλθεν ἡ ἐπιτροπὴ τῶν προκρίτων καὶ ἀπεφάσισεν ὅπως ἀποσταλῇ ὑπόμνημα πρὸς τὴν Α. Ἐξοχότητα τὸν Ἀρμοστὴν διὰ τὴν βελτίωσιν τῶν συγκοινωνιῶν καὶ τὴν ἵδρυσιν σχολείων εἰς τὰ χωρία. Τῇ δεκάτῃ ἑβδόμῃ τρέχοντος μηνὸς συνῆλθεν ἡ ἐπιτροπὴ τῶν προκρίτων καὶ ἀπεφάσισεν ὅπως ἀποσταλῇ ὑπόμνημα πρὸς τὴν Α. Ἐξοχότητα τὸν Ἀρμοστὴν διὰ τὴν βελτίωσιν τῶν συγκοινωνιῶν καὶ τὴν ἵδρυσιν σχολείων εἰς τὰ χωρία. Τῇ δεκάτῃ ἑβδόμῃ τρέχοντος μηνὸς συνῆλθεν ἡ ἐπιτροπὴ τῶν προκρίτων καὶ ἀπεφάσισεν ὅπως ἀποσταλῇ ὑπόμνημα πρὸς τὴν Α. Ἐξοχότητα τὸν Ἀρμοστὴν διὰ τὴν βελτίωσιν τῶν συγκοινωνιῶν καὶ τὴν ἵδρυσιν σχολείων εἰς τὰ χωρία. Τῇ δεκάτῃ ἑβδόμῃ τρέχοντος μηνὸς συνῆλθεν ἡ ἐπιτροπὴ τῶν προκρίτων καὶ ἀπεφάσισεν ὅπως ἀποσταλῇ ὑπόμνημα πρὸς τὴν Α. Ἐξοχότητα τὸν Ἀρμοστὴν διὰ τὴν βελτίωσιν τῶν συγκοινωνιῶν καὶ τὴν ἵδρυσιν σχολείων εἰς τὰ χωρία. Τῇ δεκάτῃ ἑβδόμῃ τρέχοντος μηνὸς συνῆλθεν ἡ ἐπιτροπὴ τῶν προκρίτων καὶ ἀπεφάσισεν ὅπως ἀποσταλῇ ὑπόμνημα πρὸς τὴν Α. Ἐξοχότητα τὸν Ἀρμοστὴν διὰ τὴν βελτίωσιν τῶν συγκοινωνιῶν καὶ τὴν ἵδρυσιν σχολείων εἰς τὰ χωρία. (352, 183, 461, 471)
column-4 (349, 134, 465, 758)
column-3-list-item: Ἐπὶ τῶν ἐκλογέων (236, 441, 290, 449)
column-1 (4, 134, 116, 758)
ads-line: Πᾶσα συνεννόησις περὶ τούτων ἀπευθυντέα (41, 75, 161, 81)
column-5-text-2: «ΣΚΑΝΙΚΑ», ἀποτελοῦν ἐκ τοῦ πλείονος αὐτῶν φθάσαντα μέχρις ἡμῶν διὰ τοῦ τηλεγράφου, ἀναγκάζουσιν ἡμᾶς νὰ ἐπανέλθωμεν εἰς τὸ ζήτημα τῆς ἐκπαιδεύσεως καὶ τῆς διοικήσεως τῶν σχολείων. (468, 429, 578, 471)
column-5-signature: Ὁ Χρονογράφος (526, 403, 573, 411)
column-5-text: Καὶ τῷ ὄντι, ἐὰν ἡ Κυβέρνησις θελήσῃ νὰ ἀκούσῃ τὴν φωνὴν τοῦ λαοῦ, θὰ εὕρῃ ἐν αὐτῇ τὴν ἀλήθειαν τῶν παραπόνων ἡμῶν, ἅτινα δὲν εἶναι ἄλλα ἢ τὰ δίκαια αἰτήματα ἑνὸς λαοῦ φιλησύχου. (468, 134, 578, 176)
lead-headline: ΕΝ ΟΝΟΜΑΤΙ (10, 153, 108, 168)
column-3-text: Ἐπὶ τῇ ἐπισκέψει τῶν ἐκλογέων τῆς ἐπαρχίας ἀνεκοινώθη ὅτι ἡ κατάστασις τοῦ λαοῦ εἶναι ἀξιοθρήνητος. Τὰ δημόσια ἔργα παραμένουσιν ἀνεκτέλεστα καὶ οἱ φόροι ἐπιβαρύνουσι τοὺς γεωργούς. (236, 134, 345, 176)
inland-rate: Ἐτησία Λιρ. 0. 10. 0. (6, 20, 67, 27)
subscription-box (6, 5, 196, 88)
ads-title: ΣΥΝΔΡΟΜΗ ΠΡΟΠΛΗΡΩΤΕΑ (41, 60, 161, 69)
lead-article-continuation: Καθ' ἣν ὥραν ἐγράφη γραφὴ καὶ μετὰ βαρύτατον ἄλγος ἀκροώμεθα τὴν ἀκούσθεῖσαν φωνὴν ἀπὸ τὰς ὑψηλὰς ἐπιτροπὰς, ὅτι ὁ μόνος ἔχων τὴν κυριαρχίαν ἀντιπρόσωπος τῆς χώρας θὰ παρέλθῃ ἐν σιγῇ πρὸς τὴν ἐπερχομένην πτῶσιν τῆς ἰσχύος. Ἀλλὰ τίς ἀνέχεται νὰ ἀκούσῃ τοιαύτην ἀδικίαν; Καθ' ἣν ὥραν ἐγράφη γραφὴ καὶ μετὰ βαρύτατον ἄλγος ἀκροώμεθα τὴν ἀκούσθεῖσαν φωνὴν ἀπὸ τὰς ὑψηλὰς ἐπιτροπὰς, ὅτι ὁ μόνος ἔχων τὴν κυριαρχίαν ἀντιπρόσωπος τῆς χώρας θὰ παρέλθῃ ἐν σιγῇ πρὸς τὴν ἐπερχομένην πτῶσιν τῆς ἰσχύος. Ἀλλὰ τίς ἀνέχεται νὰ ἀκούσῃ τοιαύτην ἀδικίαν; Καθ' ἣν ὥραν ἐγράφη γραφὴ καὶ μετὰ βαρύτατον ἄλγος ἀκροώμεθα τὴν ἀκούσθεῖσαν φωνὴν ἀπὸ τὰς ὑψηλὰς ἐπιτροπὰς, ὅτι ὁ μόνος ἔχων τὴν κυριαρχίαν ἀντιπρόσωπος τῆς χώρας θὰ παρέλθῃ ἐν σιγῇ πρὸς τὴν ἐπερχομένην πτῶσιν τῆς ἰσχύος. Ἀλλὰ τίς ἀνέχεται νὰ ἀκούσῃ τοιαύτην ἀδικίαν; Καθ' ἣν ὥραν ἐγράφη γραφὴ καὶ μετὰ βαρύτατον ἄλγος ἀκροώμεθα τὴν ἀκούσθεῖσαν φωνὴν ἀπὸ τὰς ὑψηλὰς ἐπιτροπὰς, ὅτι ὁ μόνος ἔχων τὴν κυριαρχίαν ἀντιπρόσωπος τῆς χώρας θὰ παρέλθῃ ἐν σιγῇ πρὸς τὴν ἐπερχομένην πτῶσιν τῆς ἰσχύος. Ἀλλὰ τίς ἀνέχεται νὰ ἀκούσῃ τοιαύτην ἀδικίαν; Καθ' ἣν ὥραν ἐγράφη γραφὴ καὶ μετὰ βαρύτατον ἄλγος ἀκροώμεθα τὴν ἀκούσθεῖσαν φωνὴν ἀπὸ τὰς ὑψηλὰς ἐπιτροπὰς, ὅτι ὁ μόνος ἔχων τὴν κυριαρχίαν ἀντιπρόσωπος τῆς χώρας θὰ παρέλθῃ ἐν σιγῇ πρὸς τὴν ἐπερχομένην πτῶσιν τῆς ἰσχύος. Ἀλλὰ τίς ἀνέχεται νὰ ἀκούσῃ τοιαύτην ἀδικίαν; Καθ' ἣν ὥραν ἐγράφη γραφὴ καὶ μετὰ βαρύτατον ἄλγος ἀκροώμεθα τὴν ἀκούσθεῖσαν φωνὴν ἀπὸ τὰς ὑψηλὰς ἐπιτροπὰς, ὅτι ὁ μόνος ἔχων τὴν κυριαρχίαν ἀντιπρόσωπος τῆς χώρας θὰ παρέλθῃ ἐν σιγῇ πρὸς τὴν ἐπερχομένην πτῶσιν τῆς ἰσχύος. Ἀλλὰ τίς ἀνέχεται νὰ ἀκούσῃ τοιαύτην ἀδικίαν; (7, 249, 112, 620)
column-5 (465, 134, 581, 758)
subscription-title: ΣΥΝΔΡΟΜΗ (70, 3, 131, 12)
dateline (7, 134, 112, 149)
inland-note: ἀποστέλλεται (6, 49, 47, 55)
column-3-continuation: Ἐπὶ τῇ ἐπισκέψει τῶν ἐκλογέων τῆς ἐπαρχίας ἀνεκοινώθη ὅτι ἡ κατάστασις τοῦ λαοῦ εἶναι ἀξιοθρήνητος. Τὰ δημόσια ἔργα παραμένουσιν ἀνεκτέλεστα καὶ οἱ φόροι ἐπιβαρύνουσι τοὺς γεωργούς. Ἐπὶ τῇ ἐπισκέψει τῶν ἐκλογέων τῆς ἐπαρχίας ἀνεκοινώθη ὅτι ἡ κατάστασις τοῦ λαοῦ εἶναι ἀξιοθρήνητος. Τὰ δημόσια ἔργα παραμένουσιν ἀνεκτέλεστα καὶ οἱ φόροι ἐπιβαρύνουσι τοὺς γεωργούς. Ἐπὶ τῇ ἐπισκέψει τῶν ἐκλογέων τῆς ἐπαρχίας ἀνεκοινώθη ὅτι ἡ κατάστασις τοῦ λαοῦ εἶναι ἀξιοθρήνητος. Τὰ δημόσια ἔργα παραμένουσιν ἀνεκτέλεστα καὶ οἱ φόροι ἐπιβαρύνουσι τοὺς γεωργούς. Ἐπὶ τῇ ἐπισκέψει τῶν ἐκλογέων τῆς ἐπαρχίας ἀνεκοινώθη ὅτι ἡ κατάστασις τοῦ λαοῦ εἶναι ἀξιοθρήνητος. Τὰ δημόσια ἔργα παραμένουσιν ἀνεκτέλεστα καὶ οἱ φόροι ἐπιβαρύνουσι τοὺς γεωργούς. Ἐπὶ τῇ ἐπισκέψει τῶν ἐκλογέων τῆς ἐπαρχίας ἀνεκοινώθη ὅτι ἡ κατάστασις τοῦ λαοῦ εἶναι ἀξιοθρήνητος. Τὰ δημόσια ἔργα παραμένουσιν ἀνεκτέλεστα καὶ οἱ φόροι ἐπιβαρύνουσι τοὺς γεωργούς. Ἐπὶ τῇ ἐπισκέψει τῶν ἐκλογέων τῆς ἐπαρχίας ἀνεκοινώθη ὅτι ἡ κατάστασις τοῦ λαοῦ εἶναι ἀξιοθρήνητος. Τὰ δημόσια ἔργα παραμένουσιν ἀνεκτέλεστα καὶ οἱ φόροι ἐπιβαρύνουσι τοὺς γεωργούς. (236, 176, 345, 423)
